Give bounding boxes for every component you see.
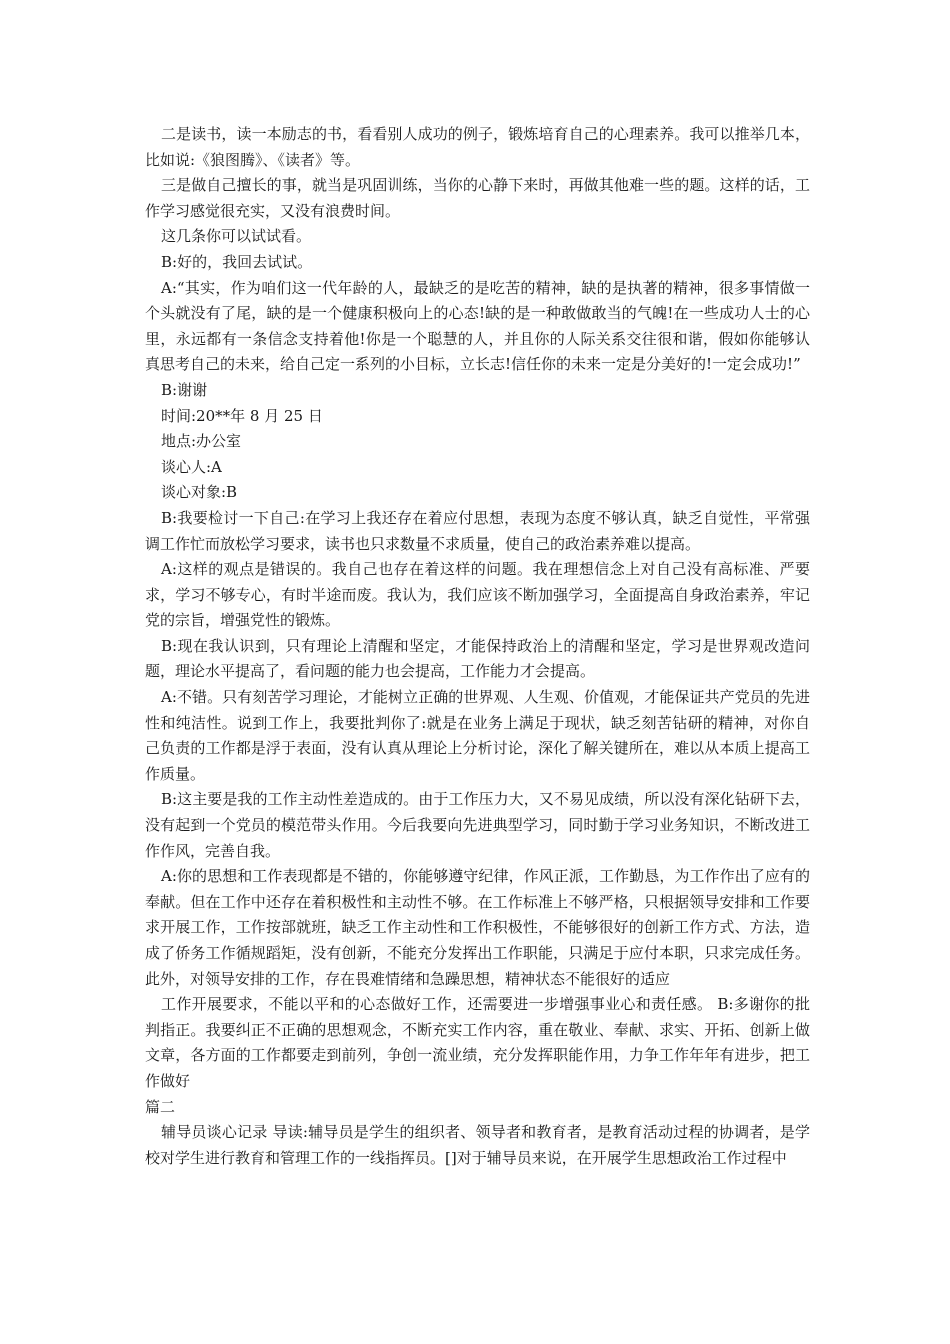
paragraph-strengths-advice: 三是做自己擅长的事，就当是巩固训练，当你的心静下来时，再做其他难一些的题。这样的话，工作学习感觉很充实，又没有浪费时间。 (145, 176, 810, 220)
meta-location: 地点:办公室 (161, 432, 242, 451)
meta-talker: 谈心人:A (161, 457, 222, 476)
paragraph-a-encouragement: A:“其实，作为咱们这一代年龄的人，最缺乏的是吃苦的精神，缺的是执著的精神，很多事情做一个头就没有了尾，缺的是一个健康积极向上的心态!缺的是一种敢做敢当的气魄!在一些成功人士的心里，永远都有一条信念支持着他!你是一个聪慧的人，并且你的人际关系交往很和谐，假如你能够认真思考自己的未来，给自己定一系列的小目标，立长志!信任你的未来一定是分美好的!一定会成功!” (145, 278, 810, 374)
section-heading: 篇二 (145, 1097, 176, 1116)
paragraph-a-evaluation: A:你的思想和工作表现都是不错的，你能够遵守纪律，作风正派，工作勤恳，为工作作出了应有的奉献。但在工作中还存在着积极性和主动性不够。在工作标准上不够严格，只根据领导安排和工作要求开展工作，工作按部就班，缺乏工作主动性和工作积极性，不能够很好的创新工作方式、方法，造成了侨务工作循规蹈矩，没有创新，不能充分发挥出工作职能，只满足于应付本职，只求完成任务。此外，对领导安排的工作，存在畏难情绪和急躁思想，精神状态不能很好的适应 (145, 867, 810, 988)
paragraph-b-thanks: B:谢谢 (161, 380, 208, 399)
paragraph-b-self-review: B:我要检讨一下自己:在学习上我还存在着应付思想，表现为态度不够认真，缺乏自觉性，平常强调工作忙而放松学习要求，读书也只求数量不求质量，使自己的政治素养难以提高。 (145, 508, 810, 553)
paragraph-b-cause: B:这主要是我的工作主动性差造成的。由于工作压力大，又不易见成绩，所以没有深化钻研下去，没有起到一个党员的模范带头作用。今后我要向先进典型学习，同时勤于学习业务知识，不断改进工作作风，完善自我。 (145, 790, 810, 860)
paragraph-reading-advice: 二是读书，读一本励志的书，看看别人成功的例子，锻炼培育自己的心理素养。我可以推举几本，比如说:《狼图腾》、《读者》等。 (145, 125, 810, 169)
paragraph-continuation: 工作开展要求，不能以平和的心态做好工作，还需要进一步增强事业心和责任感。 B:多谢你的批判指正。我要纠正不正确的思想观念，不断充实工作内容，重在敬业、奉献、求实、开拓、创新上做文章，各方面的工作都要走到前列，争创一流业绩，充分发挥职能作用，力争工作年年有进步，把工作做好 (145, 995, 810, 1090)
paragraph-a-response-1: A:这样的观点是错误的。我自己也存在着这样的问题。我在理想信念上对自己没有高标准、严要求，学习不够专心，有时半途而废。我认为，我们应该不断加强学习，全面提高自身政治素养，牢记党的宗旨，增强党性的锻炼。 (145, 560, 810, 630)
meta-target: 谈心对象:B (161, 483, 238, 502)
paragraph-b-realization: B:现在我认识到，只有理论上清醒和坚定，才能保持政治上的清醒和坚定，学习是世界观改造问题，理论水平提高了，看问题的能力也会提高，工作能力才会提高。 (145, 636, 810, 681)
paragraph-try-it: 这几条你可以试试看。 (161, 227, 312, 246)
paragraph-a-criticism: A:不错。只有刻苦学习理论，才能树立正确的世界观、人生观、价值观，才能保证共产党员的先进性和纯洁性。说到工作上，我要批判你了:就是在业务上满足于现状，缺乏刻苦钻研的精神，对你自己负责的工作都是浮于表面，没有认真从理论上分析讨论，深化了解关键所在，难以从本质上提高工作质量。 (145, 688, 810, 783)
paragraph-b-reply: B:好的，我回去试试。 (161, 252, 313, 271)
document-body (145, 122, 810, 1171)
paragraph-counselor-intro: 辅导员谈心记录 导读:辅导员是学生的组织者、领导者和教育者，是教育活动过程的协调者，是学校对学生进行教育和管理工作的一线指挥员。[]对于辅导员来说，在开展学生思想政治工作过程中 (145, 1123, 810, 1167)
meta-time: 时间:20**年 8 月 25 日 (161, 406, 323, 425)
